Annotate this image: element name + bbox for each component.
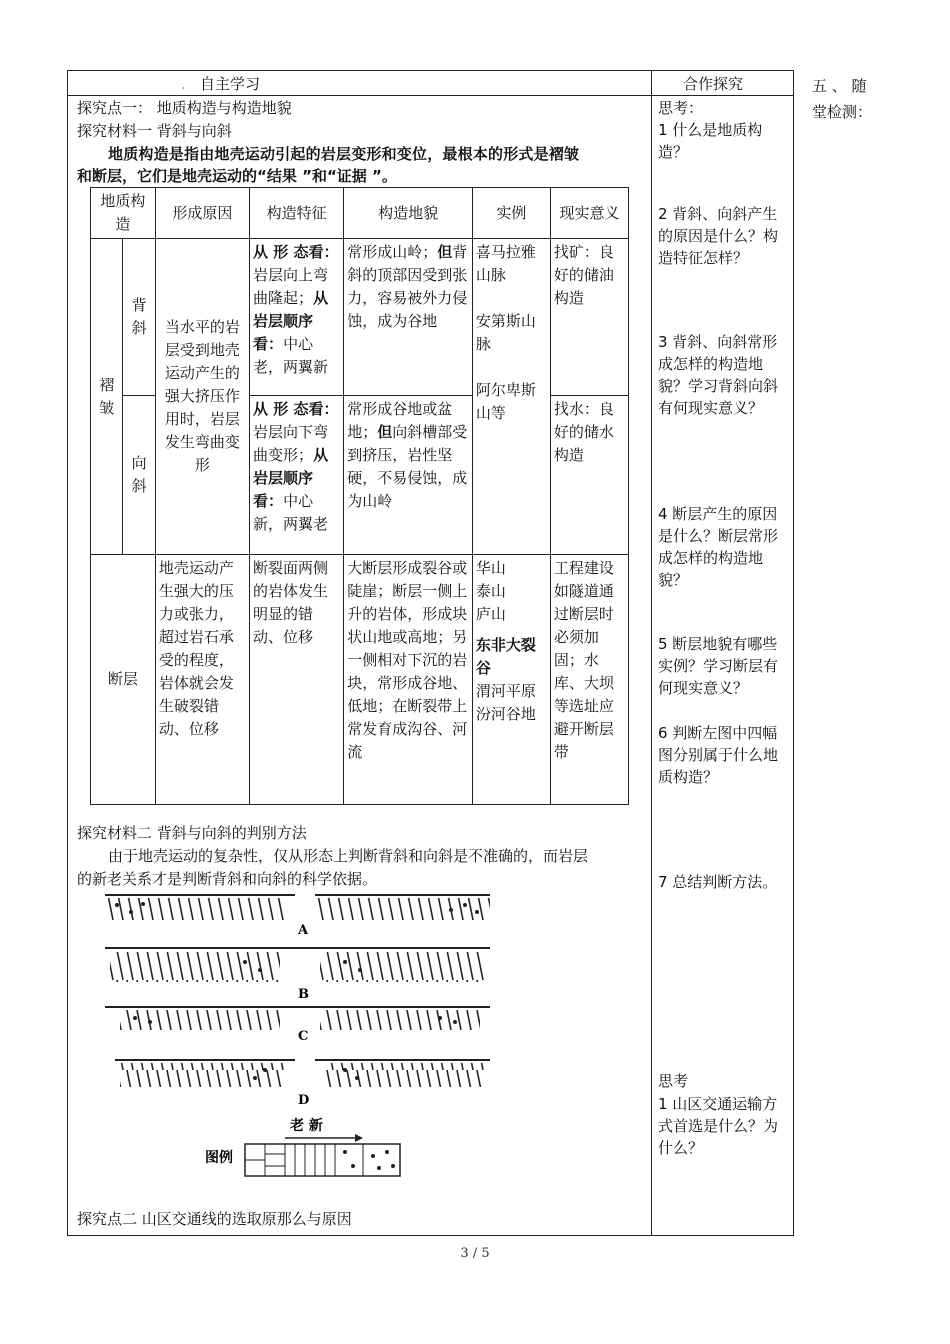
q3: 3 背斜、向斜常形成怎样的构造地貌？学习背斜向斜有何现实意义？ xyxy=(658,333,779,417)
syncline-landform-a: 常形成谷地或盆地； xyxy=(347,400,453,441)
anticline-label: 背斜 xyxy=(123,239,155,396)
anticline-landform-c: 背斜的顶部因受到张力，容易被外力侵蚀，成为谷地 xyxy=(347,243,468,330)
syncline-landform-b: 但 xyxy=(377,423,393,441)
fold-examples: 喜马拉雅山脉 安第斯山脉 阿尔卑斯山等 xyxy=(472,239,550,555)
syncline-meaning: 找水：良好的储水构造 xyxy=(550,396,628,555)
fold-diagram xyxy=(95,890,515,1190)
q4: 4 断层产生的原因是什么？断层常形成怎样的构造地貌？ xyxy=(658,505,779,589)
th-example: 实例 xyxy=(472,188,550,239)
diagram-row-c xyxy=(105,1007,490,1044)
syncline-feature-t2: 中心新，两翼老 xyxy=(253,492,329,533)
fault-examples-a: 华山 泰山 庐山 xyxy=(475,559,506,623)
q1: 1 什么是地质构造？ xyxy=(658,121,763,161)
fault-landform: 大断层形成裂谷或陡崖；断层一侧上升的岩体，形成块状山地或高地；另一侧相对下沉的岩块，常形成谷地、低地；在断裂带上常发育成沟谷、河流 xyxy=(344,555,473,805)
syncline-feature xyxy=(250,396,344,555)
syncline-feature-b1: 从 形 态看： xyxy=(253,400,339,418)
fold-label: 褶皱 xyxy=(91,239,123,555)
material2-line2: 的新老关系才是判断背斜和向斜的科学依据。 xyxy=(77,870,378,888)
intro-line1: 地质构造是指由地壳运动引起的岩层变形和变位，最根本的形式是褶皱 xyxy=(108,145,580,163)
fault-examples xyxy=(472,555,550,805)
anticline-feature-t2: 中心老，两翼新 xyxy=(253,335,329,376)
fault-examples-c: 渭河平原 汾河谷地 xyxy=(475,682,536,723)
header-divider-left xyxy=(68,95,651,96)
label-d: D xyxy=(298,1093,310,1108)
anticline-feature-t1: 岩层向上弯曲隆起； xyxy=(253,266,329,307)
header-cooperative: 合作探究 xyxy=(683,75,744,93)
q5: 5 断层地貌有哪些实例？学习断层有何现实意义？ xyxy=(658,635,779,697)
syncline-label: 向斜 xyxy=(123,396,155,555)
material1-title: 探究材料一 背斜与向斜 xyxy=(77,122,232,140)
q7: 7 总结判断方法。 xyxy=(658,873,778,891)
anticline-landform-b: 但 xyxy=(437,243,453,261)
label-a: A xyxy=(298,923,309,938)
diagram-row-d xyxy=(115,1060,490,1108)
th-cause: 形成原因 xyxy=(155,188,249,239)
syncline-landform-c: 向斜槽部受到挤压，岩性坚硬，不易侵蚀，成为山岭 xyxy=(347,423,468,510)
diagram-row-b xyxy=(105,948,490,1002)
anticline-feature xyxy=(250,239,344,396)
fold-cause: 当水平的岩层受到地壳运动产生的强大挤压作用时，岩层发生弯曲变形 xyxy=(155,239,249,555)
th-landform: 构造地貌 xyxy=(344,188,473,239)
page-number: 3 / 5 xyxy=(460,1246,490,1261)
anticline-landform-a: 常形成山岭； xyxy=(347,243,438,261)
q8: 1 山区交通运输方式首选是什么？为什么？ xyxy=(658,1095,779,1157)
anticline-feature-b2: 从岩层顺序看： xyxy=(253,289,329,353)
th-feature: 构造特征 xyxy=(250,188,344,239)
th-meaning: 现实意义 xyxy=(550,188,628,239)
label-b: B xyxy=(298,987,309,1002)
fault-feature: 断裂面两侧的岩体发生明显的错动、位移 xyxy=(250,555,344,805)
fault-meaning: 工程建设如隧道通过断层时必须加固；水库、大坝等选址应避开断层带 xyxy=(550,555,628,805)
header-test-line1: 五 、 随 xyxy=(812,77,867,95)
fault-examples-b: 东非大裂谷 xyxy=(475,636,536,677)
geology-table xyxy=(90,187,629,805)
material2-line1: 由于地壳运动的复杂性，仅从形态上判断背斜和向斜是不准确的，而岩层 xyxy=(108,847,589,865)
syncline-feature-t1: 岩层向下弯曲变形； xyxy=(253,423,329,464)
section1-title: 探究点一： 地质构造与构造地貌 xyxy=(77,99,292,117)
anticline-feature-b1: 从 形 态看： xyxy=(253,243,339,261)
header-test-line2: 堂检测： xyxy=(812,103,873,121)
diagram-row-a xyxy=(105,895,490,938)
label-c: C xyxy=(298,1029,309,1044)
diagram-legend xyxy=(205,1117,400,1176)
th-structure: 地质构造 xyxy=(91,188,156,239)
fault-cause: 地壳运动产生强大的压力或张力，超过岩石承受的程度，岩体就会发生破裂错动、位移 xyxy=(155,555,249,805)
material2-title: 探究材料二 背斜与向斜的判别方法 xyxy=(77,824,307,842)
fault-label: 断层 xyxy=(91,555,156,805)
header-bullet: . xyxy=(181,75,186,93)
legend-title: 老 新 xyxy=(290,1118,323,1134)
syncline-feature-b2: 从岩层顺序看： xyxy=(253,446,329,510)
header-test xyxy=(812,73,892,125)
section2-title: 探究点二 山区交通线的选取原那么与原因 xyxy=(77,1210,352,1228)
intro-line2: 和断层，它们是地壳运动的“结果 ”和“证据 ”。 xyxy=(77,167,397,185)
header-self-study: 自主学习 xyxy=(200,75,261,93)
legend-label: 图例 xyxy=(205,1150,233,1166)
q6: 6 判断左图中四幅图分别属于什么地质构造？ xyxy=(658,724,779,786)
column-divider-1 xyxy=(651,71,652,1235)
q-think2: 思考 xyxy=(658,1072,689,1090)
q2: 2 背斜、向斜产生的原因是什么？构造特征怎样？ xyxy=(658,205,779,267)
anticline-landform xyxy=(344,239,473,396)
anticline-meaning: 找矿：良好的储油构造 xyxy=(550,239,628,396)
q-think: 思考： xyxy=(658,99,704,117)
syncline-landform xyxy=(344,396,473,555)
header-divider-mid xyxy=(651,95,794,96)
